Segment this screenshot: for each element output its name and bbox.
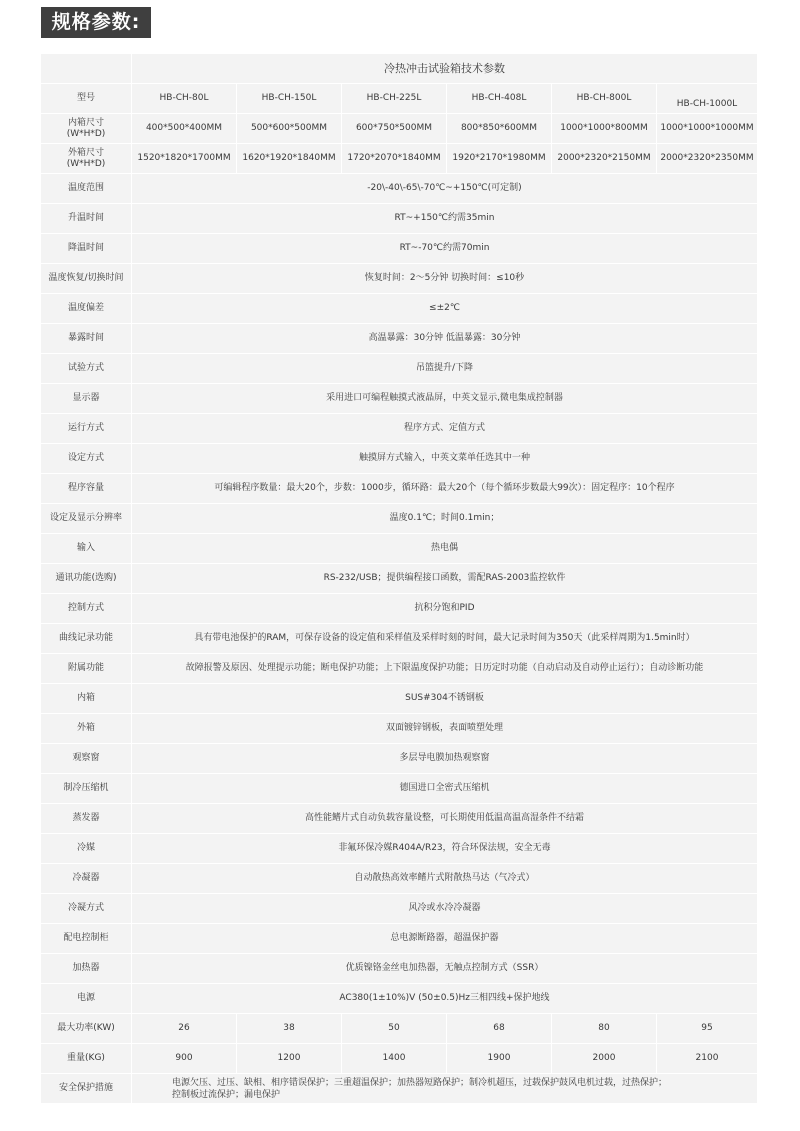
spec-row-value: 触摸屏方式输入，中英文菜单任选其中一种 [132, 444, 758, 474]
spec-row [41, 174, 758, 204]
weight-cell: 900 [132, 1044, 237, 1074]
spec-row-value: RT~-70℃约需70min [132, 234, 758, 264]
inner-size-cell: 500*600*500MM [237, 114, 342, 144]
outer-size-cell: 1720*2070*1840MM [342, 144, 447, 174]
outer-size-cell: 2000*2320*2150MM [552, 144, 657, 174]
spec-row-label: 设定方式 [41, 444, 132, 474]
spec-row-value: RS-232/USB；提供编程接口函数，需配RAS-2003监控软件 [132, 564, 758, 594]
spec-row-value: 吊篮提升/下降 [132, 354, 758, 384]
max-power-label: 最大功率(KW) [41, 1014, 132, 1044]
model-cell: HB-CH-408L [447, 84, 552, 114]
inner-size-cell: 400*500*400MM [132, 114, 237, 144]
weight-row [41, 1044, 758, 1074]
inner-size-cell: 800*850*600MM [447, 114, 552, 144]
spec-row-value: 优质镍铬金丝电加热器，无触点控制方式（SSR） [132, 954, 758, 984]
spec-row-label: 内箱 [41, 684, 132, 714]
section-heading: 规格参数: [41, 7, 151, 38]
spec-row-value: 恢复时间：2～5分钟 切换时间：≤10秒 [132, 264, 758, 294]
spec-row-label: 观察窗 [41, 744, 132, 774]
spec-row-label: 冷凝方式 [41, 894, 132, 924]
spec-row-label: 附属功能 [41, 654, 132, 684]
weight-cell: 1200 [237, 1044, 342, 1074]
spec-row-value: 总电源断路器，超温保护器 [132, 924, 758, 954]
spec-row-label: 控制方式 [41, 594, 132, 624]
outer-size-label-line2: (W*H*D) [66, 158, 106, 169]
max-power-cell: 50 [342, 1014, 447, 1044]
spec-row [41, 954, 758, 984]
outer-size-cell: 1620*1920*1840MM [237, 144, 342, 174]
outer-size-label [41, 144, 132, 174]
model-label: 型号 [41, 84, 132, 114]
spec-row [41, 504, 758, 534]
max-power-cell: 68 [447, 1014, 552, 1044]
spec-row-value: 具有带电池保护的RAM，可保存设备的设定值和采样值及采样时刻的时间，最大记录时间为350天（此采样周期为1.5min时） [132, 624, 758, 654]
spec-row [41, 924, 758, 954]
spec-row-label: 电源 [41, 984, 132, 1014]
max-power-row [41, 1014, 758, 1044]
model-cell: HB-CH-225L [342, 84, 447, 114]
spec-row-label: 外箱 [41, 714, 132, 744]
spec-row-label: 暴露时间 [41, 324, 132, 354]
spec-row-label: 通讯功能(选购) [41, 564, 132, 594]
table-title: 冷热冲击试验箱技术参数 [132, 54, 758, 84]
max-power-cell: 38 [237, 1014, 342, 1044]
spec-row-value: RT~+150℃约需35min [132, 204, 758, 234]
spec-row-value: 非氟环保冷媒R404A/R23，符合环保法规，安全无毒 [132, 834, 758, 864]
outer-size-cell: 2000*2320*2350MM [657, 144, 758, 174]
spec-row-value: 高温暴露：30分钟 低温暴露：30分钟 [132, 324, 758, 354]
spec-row [41, 234, 758, 264]
weight-cell: 1900 [447, 1044, 552, 1074]
spec-row-value: 故障报警及原因、处理提示功能；断电保护功能；上下限温度保护功能；日历定时功能（自动启动及自动停止运行）；自动诊断功能 [132, 654, 758, 684]
max-power-cell: 95 [657, 1014, 758, 1044]
inner-size-cell: 1000*1000*1000MM [657, 114, 758, 144]
model-cell: HB-CH-800L [552, 84, 657, 114]
safety-row [41, 1074, 758, 1104]
spec-row-value: AC380(1±10%)V (50±0.5)Hz三相四线+保护地线 [132, 984, 758, 1014]
spec-row [41, 744, 758, 774]
safety-line-2: 控制板过流保护；漏电保护 [172, 1089, 281, 1100]
spec-row-label: 冷凝器 [41, 864, 132, 894]
spec-row [41, 444, 758, 474]
spec-row [41, 414, 758, 444]
spec-row-value: 风冷或水冷冷凝器 [132, 894, 758, 924]
spec-row-label: 运行方式 [41, 414, 132, 444]
max-power-cell: 26 [132, 1014, 237, 1044]
spec-row-value: 程序方式、定值方式 [132, 414, 758, 444]
spec-row [41, 624, 758, 654]
inner-size-row [41, 114, 758, 144]
inner-size-label [41, 114, 132, 144]
spec-row [41, 834, 758, 864]
weight-cell: 2000 [552, 1044, 657, 1074]
spec-row [41, 324, 758, 354]
spec-row-label: 试验方式 [41, 354, 132, 384]
spec-row-label: 蒸发器 [41, 804, 132, 834]
spec-row-label: 程序容量 [41, 474, 132, 504]
spec-row-label: 冷媒 [41, 834, 132, 864]
spec-row-value: SUS#304不锈钢板 [132, 684, 758, 714]
safety-label: 安全保护措施 [41, 1074, 132, 1104]
spec-row-label: 设定及显示分辨率 [41, 504, 132, 534]
spec-row-label: 温度恢复/切换时间 [41, 264, 132, 294]
spec-row-label: 显示器 [41, 384, 132, 414]
weight-cell: 1400 [342, 1044, 447, 1074]
spec-row-value: 德国进口全密式压缩机 [132, 774, 758, 804]
spec-row-value: 自动散热高效率鳍片式附散热马达（气冷式） [132, 864, 758, 894]
weight-label: 重量(KG) [41, 1044, 132, 1074]
spec-row [41, 474, 758, 504]
weight-cell: 2100 [657, 1044, 758, 1074]
outer-size-label-line1: 外箱尺寸 [67, 147, 104, 158]
spec-row [41, 594, 758, 624]
spec-row-label: 降温时间 [41, 234, 132, 264]
spec-row-label: 输入 [41, 534, 132, 564]
outer-size-row [41, 144, 758, 174]
spec-row [41, 864, 758, 894]
spec-row-value: 采用进口可编程触摸式液晶屏，中英文显示,微电集成控制器 [132, 384, 758, 414]
spec-row [41, 264, 758, 294]
spec-row [41, 894, 758, 924]
spec-row-label: 温度偏差 [41, 294, 132, 324]
spec-row-value: 热电偶 [132, 534, 758, 564]
spec-row-label: 配电控制柜 [41, 924, 132, 954]
safety-line-1: 电源欠压、过压、缺相、相序错误保护；三重超温保护；加热器短路保护；制冷机超压，过载保护鼓风电机过载，过热保护； [172, 1077, 668, 1088]
spec-row [41, 804, 758, 834]
spec-row [41, 774, 758, 804]
spec-row-value: 多层导电膜加热观察窗 [132, 744, 758, 774]
inner-size-cell: 600*750*500MM [342, 114, 447, 144]
spec-row-label: 制冷压缩机 [41, 774, 132, 804]
spec-table [41, 54, 758, 1104]
spec-row-label: 温度范围 [41, 174, 132, 204]
model-cell: HB-CH-150L [237, 84, 342, 114]
spec-row [41, 294, 758, 324]
spec-row-label: 升温时间 [41, 204, 132, 234]
spec-row-value: 双面镀锌钢板，表面喷塑处理 [132, 714, 758, 744]
spec-row-value: ≤±2℃ [132, 294, 758, 324]
model-cell: HB-CH-1000L [657, 84, 758, 114]
model-row [41, 84, 758, 114]
spec-row [41, 984, 758, 1014]
safety-value [132, 1074, 758, 1104]
model-cell: HB-CH-80L [132, 84, 237, 114]
inner-size-cell: 1000*1000*800MM [552, 114, 657, 144]
spec-row-value: 温度0.1℃；时间0.1min； [132, 504, 758, 534]
inner-size-label-line2: (W*H*D) [66, 128, 106, 139]
spec-row-value: 抗积分饱和PID [132, 594, 758, 624]
spec-row [41, 684, 758, 714]
spec-row [41, 384, 758, 414]
spec-row [41, 714, 758, 744]
spec-row-value: -20\-40\-65\-70℃~+150℃(可定制) [132, 174, 758, 204]
spec-row [41, 654, 758, 684]
outer-size-cell: 1520*1820*1700MM [132, 144, 237, 174]
spec-row [41, 354, 758, 384]
title-corner-cell [41, 54, 132, 84]
spec-row [41, 534, 758, 564]
spec-row-label: 加热器 [41, 954, 132, 984]
max-power-cell: 80 [552, 1014, 657, 1044]
inner-size-label-line1: 内箱尺寸 [67, 117, 104, 128]
spec-row [41, 204, 758, 234]
spec-row-value: 高性能鳍片式自动负载容量设整，可长期使用低温高温高湿条件不结霜 [132, 804, 758, 834]
spec-row [41, 564, 758, 594]
title-row [41, 54, 758, 84]
spec-row-value: 可编辑程序数量：最大20个，步数：1000步，循环路：最大20个（每个循环步数最大99次）：固定程序：10个程序 [132, 474, 758, 504]
spec-row-label: 曲线记录功能 [41, 624, 132, 654]
outer-size-cell: 1920*2170*1980MM [447, 144, 552, 174]
